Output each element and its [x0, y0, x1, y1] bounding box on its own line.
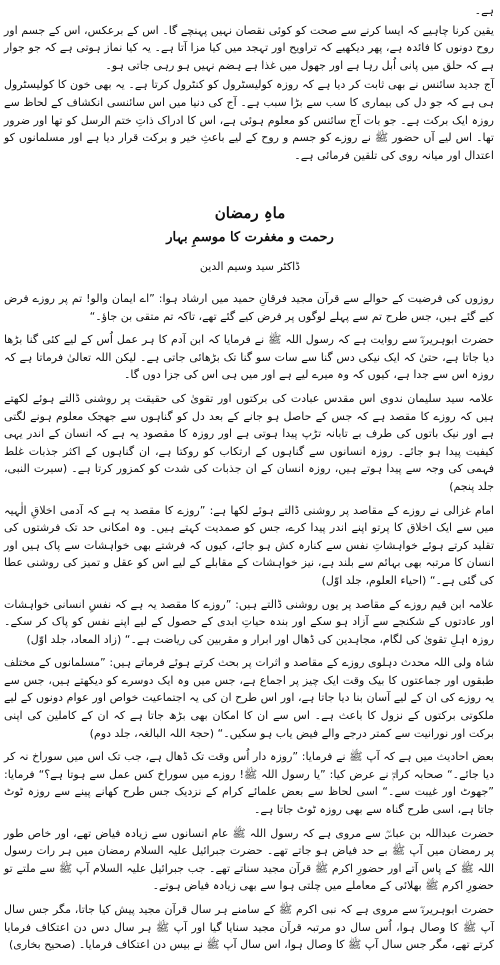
article-paragraph: بعض احادیث میں ہے کہ آپ ﷺ نے فرمایا: ”روزہ دار اُس وقت تک ڈھال ہے، جب تک اس میں سوراخ نہ کر دیا جائے۔“ صحابہ کرامؓ نے عرض کیا: ”یا رسول اللہ ﷺ! روزے میں سوراخ کس عمل سے ہوتا ہے؟“ فرمایا: ”جھوٹ اور غیبت سے۔“ اسی لحاظ سے بعض علمائے کرام کے نزدیک جس طرح کھانے پینے سے روزہ ٹوٹ جاتا ہے، اسی طرح گناہ سے بھی روزہ ٹوٹ جاتا ہے۔ — [4, 750, 494, 817]
article-subtitle: رحمت و مغفرت کا موسمِ بہار — [166, 230, 334, 245]
article-paragraph: امام غزالی نے روزے کے مقاصد پر روشنی ڈالتے ہوئے لکھا ہے: ”روزے کا مقصد یہ ہے کہ آدمی اخلاقِ الٰہیہ میں سے ایک اخلاق کا پرتو اپنے اندر پیدا کرے، جس کو صمدیت کہتے ہیں۔ وہ امکانی حد تک فرشتوں کی تقلید کرتے ہوئے خواہشاتِ نفس سے کنارہ کش ہو جائے، کیوں کہ فرشتے بھی خواہشات سے پاک ہیں اور انسان کا مرتبہ بھی بہائم سے بلند ہے، نیز خواہشات کے مقابلے کے لیے اس کو عقل و تمیز کی روشنی عطا کی گئی ہے۔“ (احیاء العلوم، جلد اوّل) — [4, 503, 494, 587]
article-paragraph: حضرت ابوہریرہؓ سے مروی ہے کہ نبی اکرم ﷺ کے سامنے ہر سال قرآن مجید پیش کیا جاتا، مگر جس سال آپ ﷺ کا وصال ہوا، اُس سال دو مرتبہ قرآن مجید سنایا گیا اور آپ ﷺ ہر سال دس دن اعتکاف فرمایا کرتے تھے، مگر جس سال آپ ﷺ کا وصال ہوا، اس سال آپ ﷺ نے بیس دن اعتکاف فرمایا۔ (صحیح بخاری) — [4, 903, 494, 952]
author-byline: ڈاکٹر سید وسیم الدین — [199, 260, 301, 273]
top-paragraph: یقین کرنا چاہیے کہ ایسا کرنے سے صحت کو کوئی نقصان نہیں پہنچے گا۔ اس کے برعکس، اس کے جسم اور روح دونوں کا فائدہ ہے، پھر دیکھیے کہ تراویح اور تہجد میں کیا مزا آتا ہے۔ یہ کیا نماز ہوتی ہے کہ جو جوار ہے کہ حلق میں پانی اُبل رہا ہے اور جھول میں غذا ہے ہضم نہیں ہو رہی جاتی ہو۔ — [4, 23, 494, 72]
article-paragraph: حضرت عبداللہ بن عباسؓ سے مروی ہے کہ رسول اللہ ﷺ عام انسانوں سے زیادہ فیاض تھے، اور خاص طور پر رمضان میں آپ ﷺ بے حد فیاض ہو جاتے تھے۔ حضرت جبرائیل علیہ السلام رمضان میں ہر رات رسول اللہ ﷺ کے پاس آتے اور حضورِ اکرم ﷺ قرآن مجید سناتے تھے۔ جب جبرائیل علیہ السلام آپ ﷺ سے ملتے تو حضورِ اکرم ﷺ بھلائی کے معاملے میں چلتی ہوا سے بھی زیادہ فیاض ہوتے۔ — [4, 826, 494, 893]
top-paragraph: ہے۔ — [474, 4, 494, 17]
article-paragraph: علامہ ابن قیم روزے کے مقاصد پر یوں روشنی ڈالتے ہیں: ”روزے کا مقصد یہ ہے کہ نفسِ انسانی خواہشات اور عادتوں کے شکنجے سے آزاد ہو سکے اور بندہ حیاتِ ابدی کے حصول کے لیے اپنے نفس کو پاک کر سکے۔ روزہ اہلِ تقویٰ کی لگام، مجاہدین کی ڈھال اور ابرار و مقربین کی ریاضت ہے۔“ (زاد المعاد، جلد اوّل) — [4, 597, 494, 646]
article-paragraph: روزوں کی فرضیت کے حوالے سے قرآن مجید فرقانِ حمید میں ارشاد ہوا: ”اے ایمان والو! تم پر روزے فرض کیے گئے ہیں، جس طرح تم سے پہلے لوگوں پر فرض کیے گئے تھے، تاکہ تم متقی بن جاؤ۔“ — [4, 292, 494, 323]
article-paragraph: علامہ سید سلیمان ندوی اس مقدس عبادت کی برکتوں اور تقویٰ کی حقیقت پر روشنی ڈالتے ہوئے لکھتے ہیں کہ روزے کا مقصد ہے کہ جس کے حاصل ہو جانے کے بعد دل کو گناہوں سے جھجک معلوم ہونے لگتی ہے اور نیک باتوں کی طرف بے تابانہ تڑپ پیدا ہوتی ہے اور روزہ کا مقصود یہ ہے کہ انسان کے اندر یہی کیفیت پیدا ہو جائے۔ روزہ انسانوں سے گناہوں کے ارتکاب کو روکتا ہے، ان گناہوں کے اکثر جذبات غلط فہمی کی وجہ سے پیدا ہوتے ہیں، روزہ انسان کے ان جذبات کی شدت کو کمزور کرتا ہے۔ (سیرت النبی، جلد پنجم) — [4, 391, 494, 493]
top-paragraph: آج جدید سائنس نے بھی ثابت کر دیا ہے کہ روزہ کولیسٹرول کو کنٹرول کرتا ہے۔ یہ بھی خون کا کولیسٹرول ہی ہے کہ جو دل کی بیماری کا سب سے بڑا سبب ہے۔ آج کی دنیا میں اس سائنسی انکشاف کے لحاظ سے روزہ ایک برکت ہے۔ جو بات آج سائنس کو معلوم ہوئی ہے، اس کا ادراک ذاتِ ختم الرسل کو تھا اور ضرور تھا۔ اس لیے آں حضور ﷺ نے روزے کو جسم و روح کے لیے باعثِ خیر و برکت قرار دیا ہے اور مسلمانوں کو اعتدال اور میانہ روی کی تلقین فرمائی ہے۔ — [4, 78, 494, 162]
article-paragraph: شاہ ولی اللہ محدث دہلوی روزے کے مقاصد و اثرات پر بحث کرتے ہوئے فرماتے ہیں: ”مسلمانوں کے مختلف طبقوں اور جماعتوں کا بیک وقت ایک چیز پر اجماع ہے، جس میں وہ ایک دوسرے کو دیکھتے ہیں، جس سے یہ روزے کی ان کے لیے آسان بنا دیا جاتا ہے، اور اس طرح ان کی یہ اجتماعیت خواص اور عوام دونوں کے لیے ملکوتی برکتوں کے نزول کا باعث ہے۔ اس سے ان کا امکان بھی بڑھ جاتا ہے کہ ان کے کاملین کی اپنی برکت اور نورانیت سے کمتر درجے والے فیض یاب ہو سکیں۔“ (حجۃ اللہ البالغہ، جلد دوم) — [4, 656, 494, 740]
article-title: ماہِ رمضان — [214, 204, 286, 222]
article-paragraph: حضرت ابوہریرہؓ سے روایت ہے کہ رسول اللہ ﷺ نے فرمایا کہ ابن آدم کا ہر عمل اُس کے لیے کئی گنا بڑھا دیا جاتا ہے، حتیٰ کہ ایک نیکی دس گنا سے سات سو گنا تک بڑھائی جاتی ہے۔ لیکن اللہ تعالیٰ فرماتا ہے کہ روزہ اس سے جدا ہے، کیوں کہ وہ میرے لیے ہے اور میں ہی اس کی جزا دوں گا۔ — [4, 333, 494, 382]
article-body — [4, 290, 494, 960]
top-column-text — [4, 2, 494, 164]
